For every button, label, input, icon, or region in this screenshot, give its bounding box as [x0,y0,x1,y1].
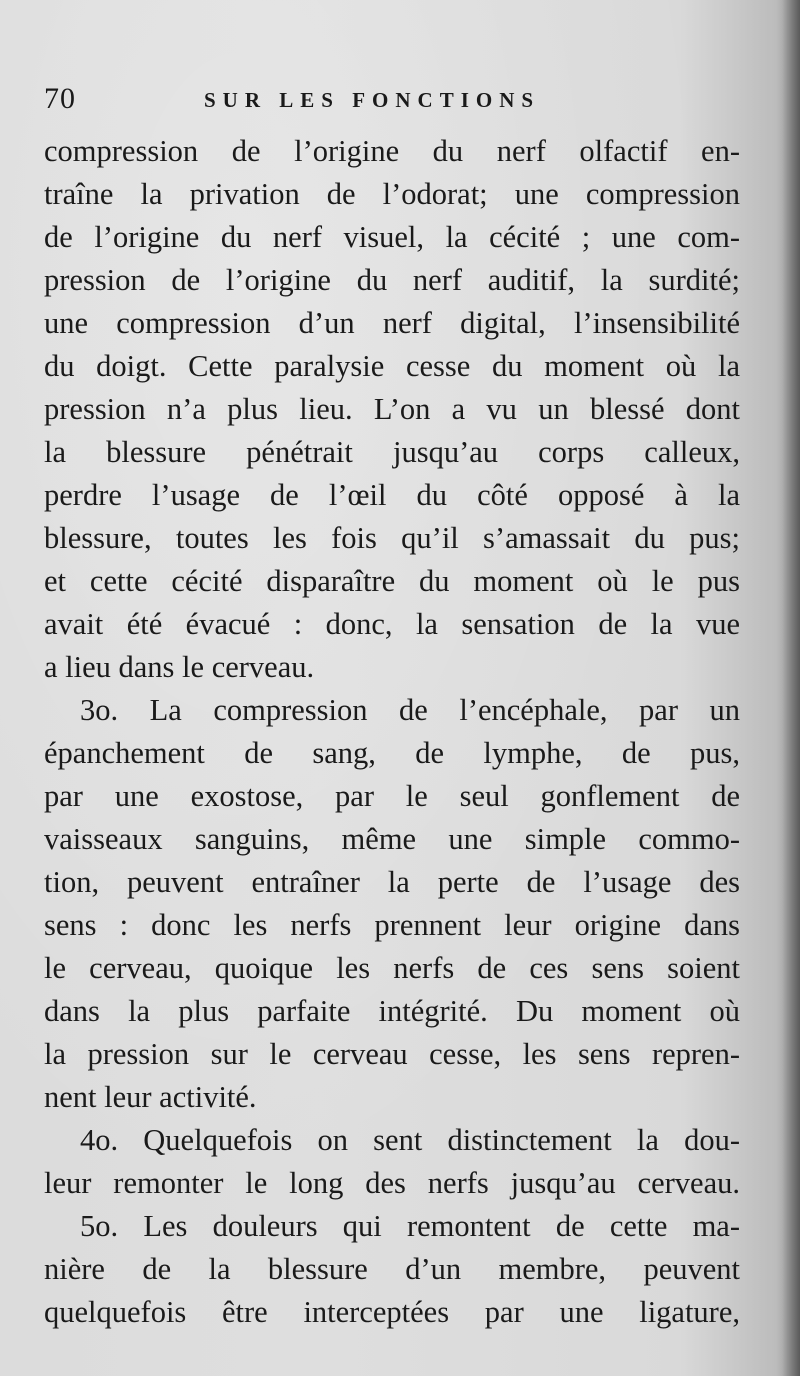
text-line: du doigt. Cette paralysie cesse du moment où la [44,349,740,383]
text-line: par une exostose, par le seul gonflement de [44,779,740,813]
text-line: de l’origine du nerf visuel, la cécité ; une com- [44,220,740,254]
running-head-title: SUR LES FONCTIONS [204,88,541,112]
text-line: le cerveau, quoique les nerfs de ces sens soient [44,951,740,985]
text-line: blessure, toutes les fois qu’il s’amassait du pus; [44,521,740,555]
page-number: 70 [44,82,76,115]
text-line: tion, peuvent entraîner la perte de l’usage des [44,865,740,899]
text-line: 5o. Les douleurs qui remontent de cette ma- [80,1209,740,1243]
text-line: dans la plus parfaite intégrité. Du moment où [44,994,740,1028]
text-line: la blessure pénétrait jusqu’au corps calleux, [44,435,740,469]
text-line: 4o. Quelquefois on sent distinctement la dou- [80,1123,740,1157]
text-line: quelquefois être interceptées par une ligature, [44,1295,740,1329]
text-line: nent leur activité. [44,1080,257,1114]
text-line: et cette cécité disparaître du moment où le pus [44,564,740,598]
text-line: sens : donc les nerfs prennent leur origine dans [44,908,740,942]
text-line: compression de l’origine du nerf olfactif en- [44,134,740,168]
text-line: avait été évacué : donc, la sensation de la vue [44,607,740,641]
body-text [44,130,740,1334]
text-line: 3o. La compression de l’encéphale, par un [80,693,740,727]
running-head [44,82,744,122]
text-line: leur remonter le long des nerfs jusqu’au cerveau. [44,1166,740,1200]
text-line: pression n’a plus lieu. L’on a vu un blessé dont [44,392,740,426]
text-line: a lieu dans le cerveau. [44,650,315,684]
text-line: épanchement de sang, de lymphe, de pus, [44,736,740,770]
text-line: vaisseaux sanguins, même une simple commo- [44,822,740,856]
page-edge-shadow [782,0,800,1376]
text-line: perdre l’usage de l’œil du côté opposé à la [44,478,740,512]
text-line: nière de la blessure d’un membre, peuvent [44,1252,740,1286]
text-line: une compression d’un nerf digital, l’insensibilité [44,306,740,340]
text-line: la pression sur le cerveau cesse, les sens repren- [44,1037,740,1071]
text-line: traîne la privation de l’odorat; une compression [44,177,740,211]
text-line: pression de l’origine du nerf auditif, la surdité; [44,263,740,297]
